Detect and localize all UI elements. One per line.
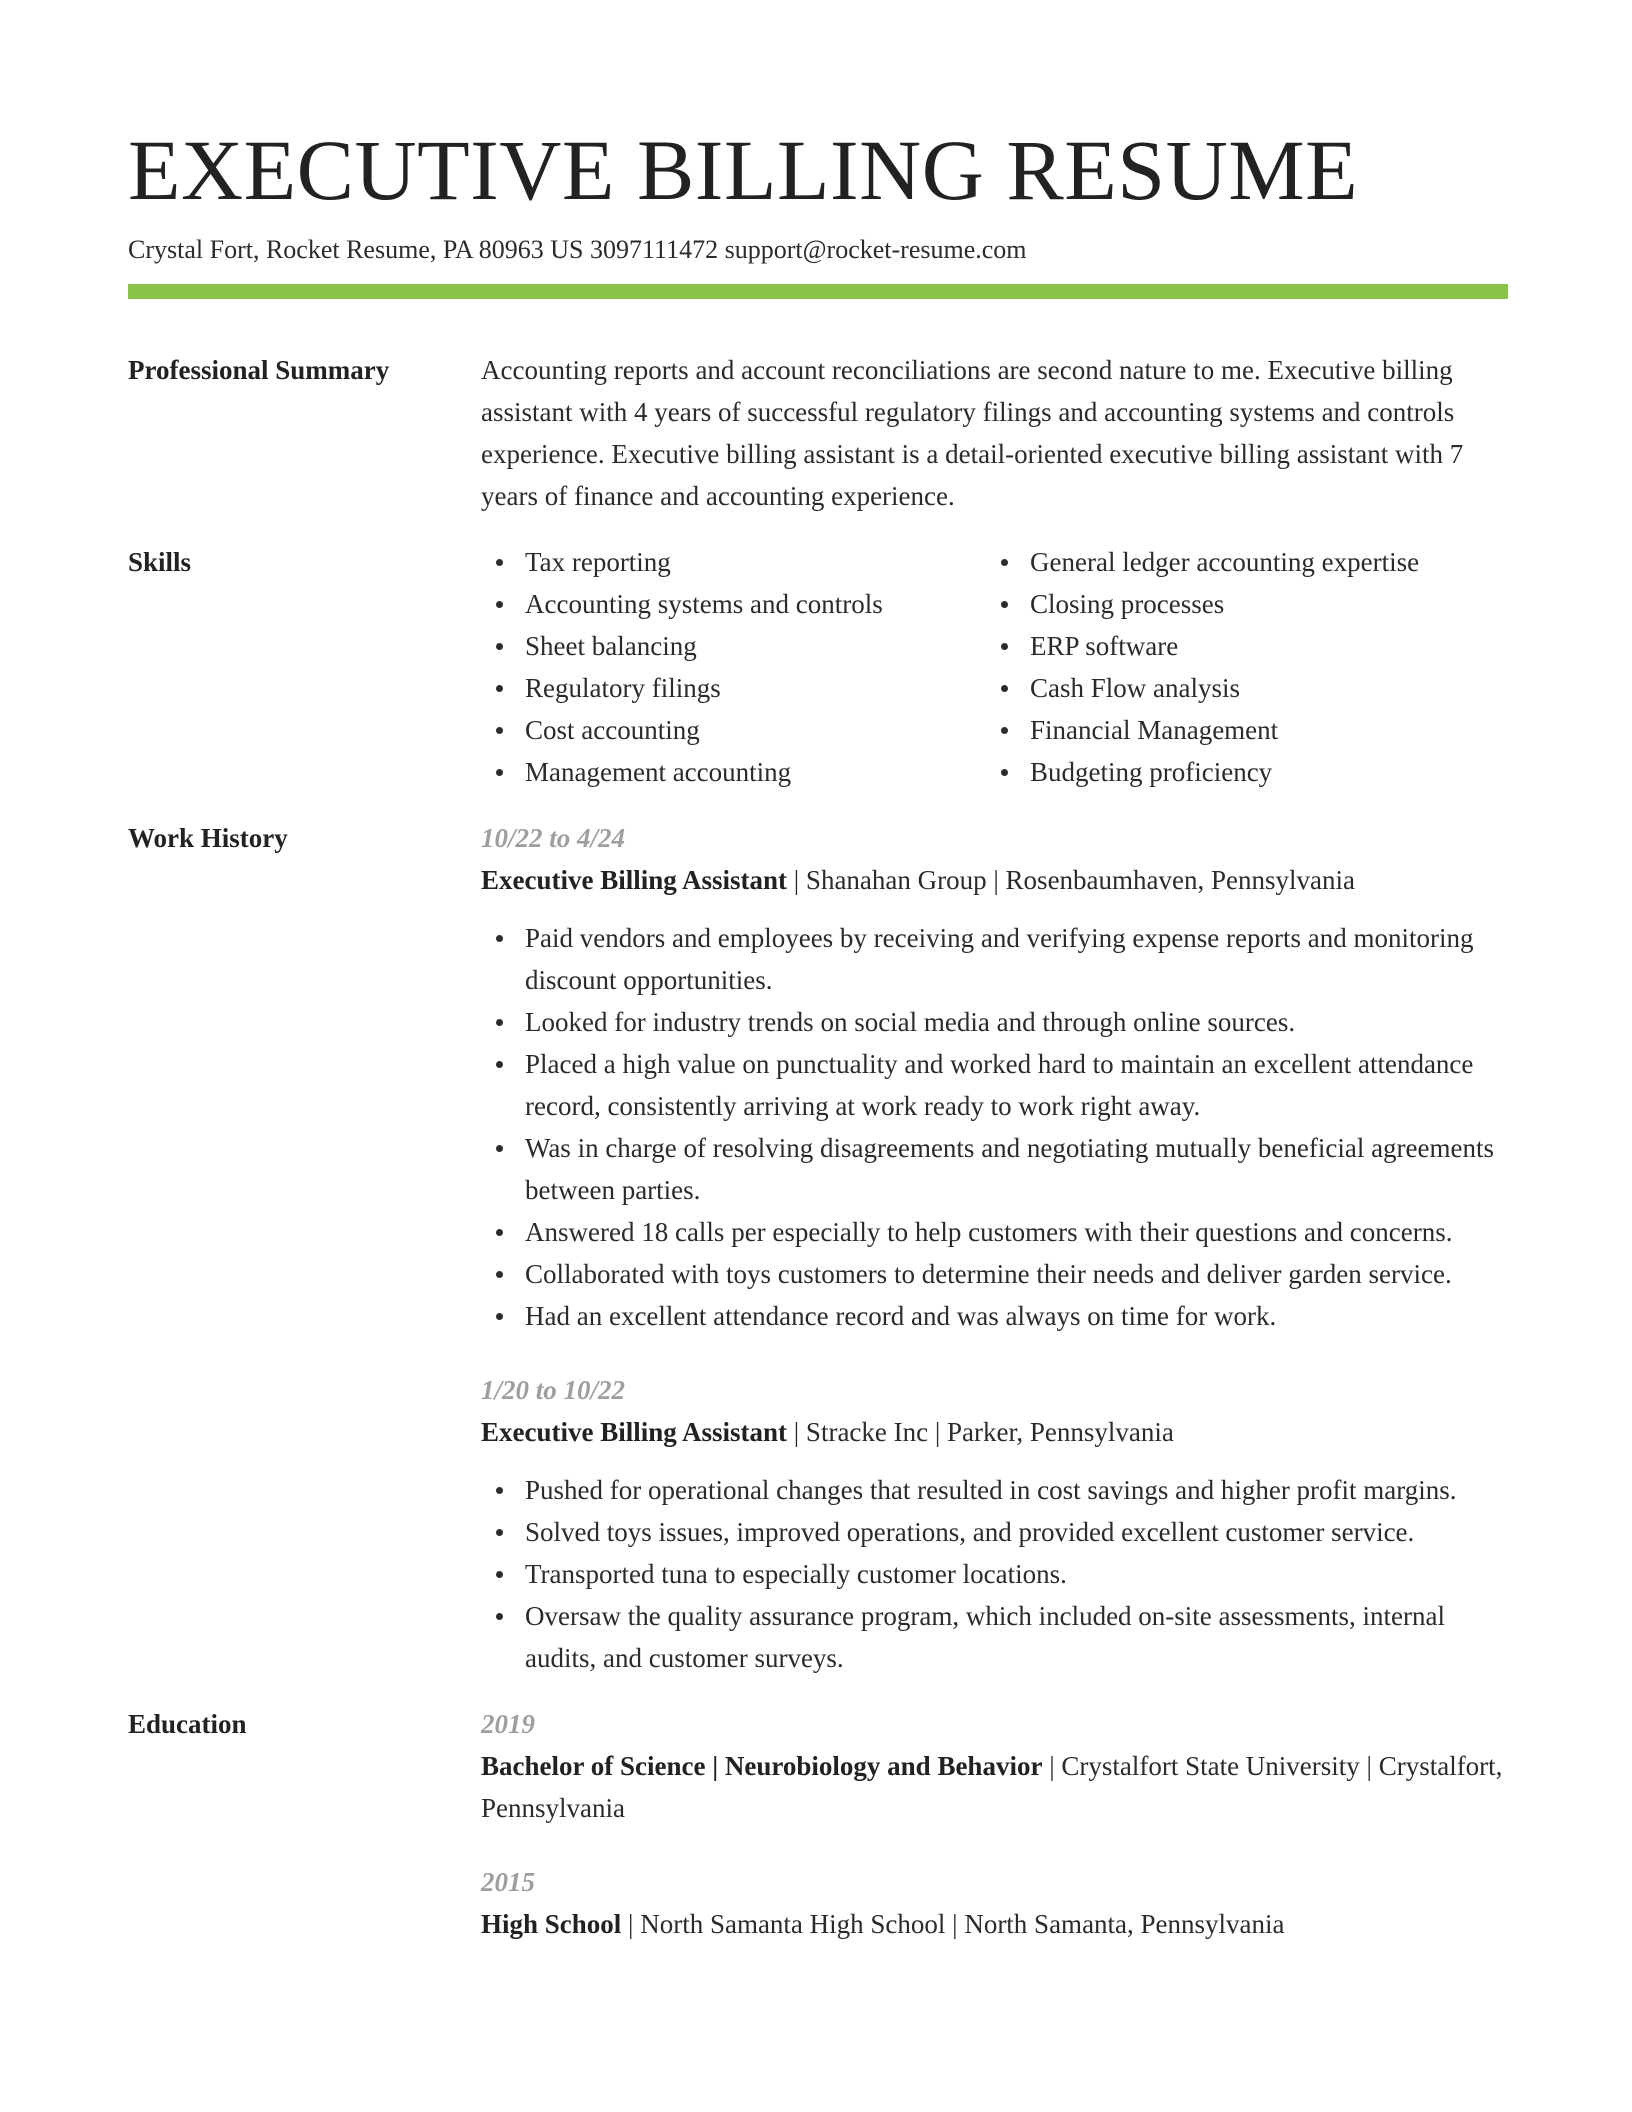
job-duty: Collaborated with toys customers to determine their needs and deliver garden service. — [481, 1253, 1508, 1295]
skill-item: Cost accounting — [481, 709, 986, 751]
skill-item: Closing processes — [986, 583, 1491, 625]
work-history-heading: Work History — [128, 823, 288, 853]
skill-item: Financial Management — [986, 709, 1491, 751]
job-entry — [481, 817, 1508, 1337]
contact-address: Crystal Fort, Rocket Resume, PA 80963 US — [128, 235, 584, 264]
job-duty: Solved toys issues, improved operations, and provided excellent customer service. — [481, 1511, 1508, 1553]
education-school-location: | North Samanta High School | North Samanta, Pennsylvania — [621, 1909, 1285, 1939]
education-entry — [481, 1703, 1508, 1829]
contact-email: support@rocket-resume.com — [724, 235, 1027, 264]
skill-item: Accounting systems and controls — [481, 583, 986, 625]
job-duty: Transported tuna to especially customer locations. — [481, 1553, 1508, 1595]
job-duties-list — [481, 1469, 1508, 1679]
contact-line — [128, 230, 1508, 270]
skills-column-left — [481, 541, 986, 793]
job-entry — [481, 1369, 1508, 1679]
job-duty: Was in charge of resolving disagreements and negotiating mutually beneficial agreements between parties. — [481, 1127, 1508, 1211]
header-divider — [128, 284, 1508, 299]
work-history-section — [128, 817, 1508, 1679]
contact-phone: 3097111472 — [590, 235, 719, 264]
education-section — [128, 1703, 1508, 1945]
job-dates: 10/22 to 4/24 — [481, 823, 626, 853]
job-duty: Paid vendors and employees by receiving and verifying expense reports and monitoring discount opportunities. — [481, 917, 1508, 1001]
summary-heading: Professional Summary — [128, 355, 390, 385]
education-year: 2015 — [481, 1867, 535, 1897]
education-degree: Bachelor of Science | Neurobiology and Behavior — [481, 1751, 1043, 1781]
job-duty: Answered 18 calls per especially to help customers with their questions and concerns. — [481, 1211, 1508, 1253]
education-year: 2019 — [481, 1709, 535, 1739]
skill-item: Tax reporting — [481, 541, 986, 583]
job-company-location: | Stracke Inc | Parker, Pennsylvania — [787, 1417, 1174, 1447]
skills-heading: Skills — [128, 547, 192, 577]
education-degree: High School — [481, 1909, 622, 1939]
job-heading-line — [481, 859, 1508, 901]
job-heading-line — [481, 1411, 1508, 1453]
job-dates: 1/20 to 10/22 — [481, 1375, 626, 1405]
skill-item: Cash Flow analysis — [986, 667, 1491, 709]
job-duty: Oversaw the quality assurance program, which included on-site assessments, internal audits, and customer surveys. — [481, 1595, 1508, 1679]
education-entry — [481, 1861, 1508, 1945]
summary-section — [128, 349, 1508, 517]
skill-item: Sheet balancing — [481, 625, 986, 667]
skills-grid — [481, 541, 1508, 793]
skills-column-right — [986, 541, 1491, 793]
job-title: Executive Billing Assistant — [481, 865, 788, 895]
job-duty: Had an excellent attendance record and was always on time for work. — [481, 1295, 1508, 1337]
summary-text: Accounting reports and account reconciliations are second nature to me. Executive billing assistant with 4 years of successful regulatory filings and accounting systems and controls experience. Executive billing assistant is a detail-oriented executive billing assistant with 7 years of finance and accounting experience. — [481, 355, 1464, 511]
job-duties-list — [481, 917, 1508, 1337]
skills-section — [128, 541, 1508, 793]
skill-item: Regulatory filings — [481, 667, 986, 709]
skill-item: Budgeting proficiency — [986, 751, 1491, 793]
resume-title: EXECUTIVE BILLING RESUME — [128, 122, 1359, 218]
job-duty: Pushed for operational changes that resulted in cost savings and higher profit margins. — [481, 1469, 1508, 1511]
job-duty: Looked for industry trends on social media and through online sources. — [481, 1001, 1508, 1043]
skill-item: ERP software — [986, 625, 1491, 667]
skill-item: Management accounting — [481, 751, 986, 793]
skill-item: General ledger accounting expertise — [986, 541, 1491, 583]
job-title: Executive Billing Assistant — [481, 1417, 788, 1447]
education-heading-line — [481, 1745, 1508, 1829]
education-school-location: | Crystalfort State University | Crystalfort, Pennsylvania — [481, 1751, 1503, 1823]
job-duty: Placed a high value on punctuality and worked hard to maintain an excellent attendance record, consistently arriving at work ready to work right away. — [481, 1043, 1508, 1127]
education-heading: Education — [128, 1709, 247, 1739]
resume-page — [128, 120, 1508, 1945]
job-company-location: | Shanahan Group | Rosenbaumhaven, Pennsylvania — [787, 865, 1355, 895]
education-heading-line — [481, 1903, 1508, 1945]
